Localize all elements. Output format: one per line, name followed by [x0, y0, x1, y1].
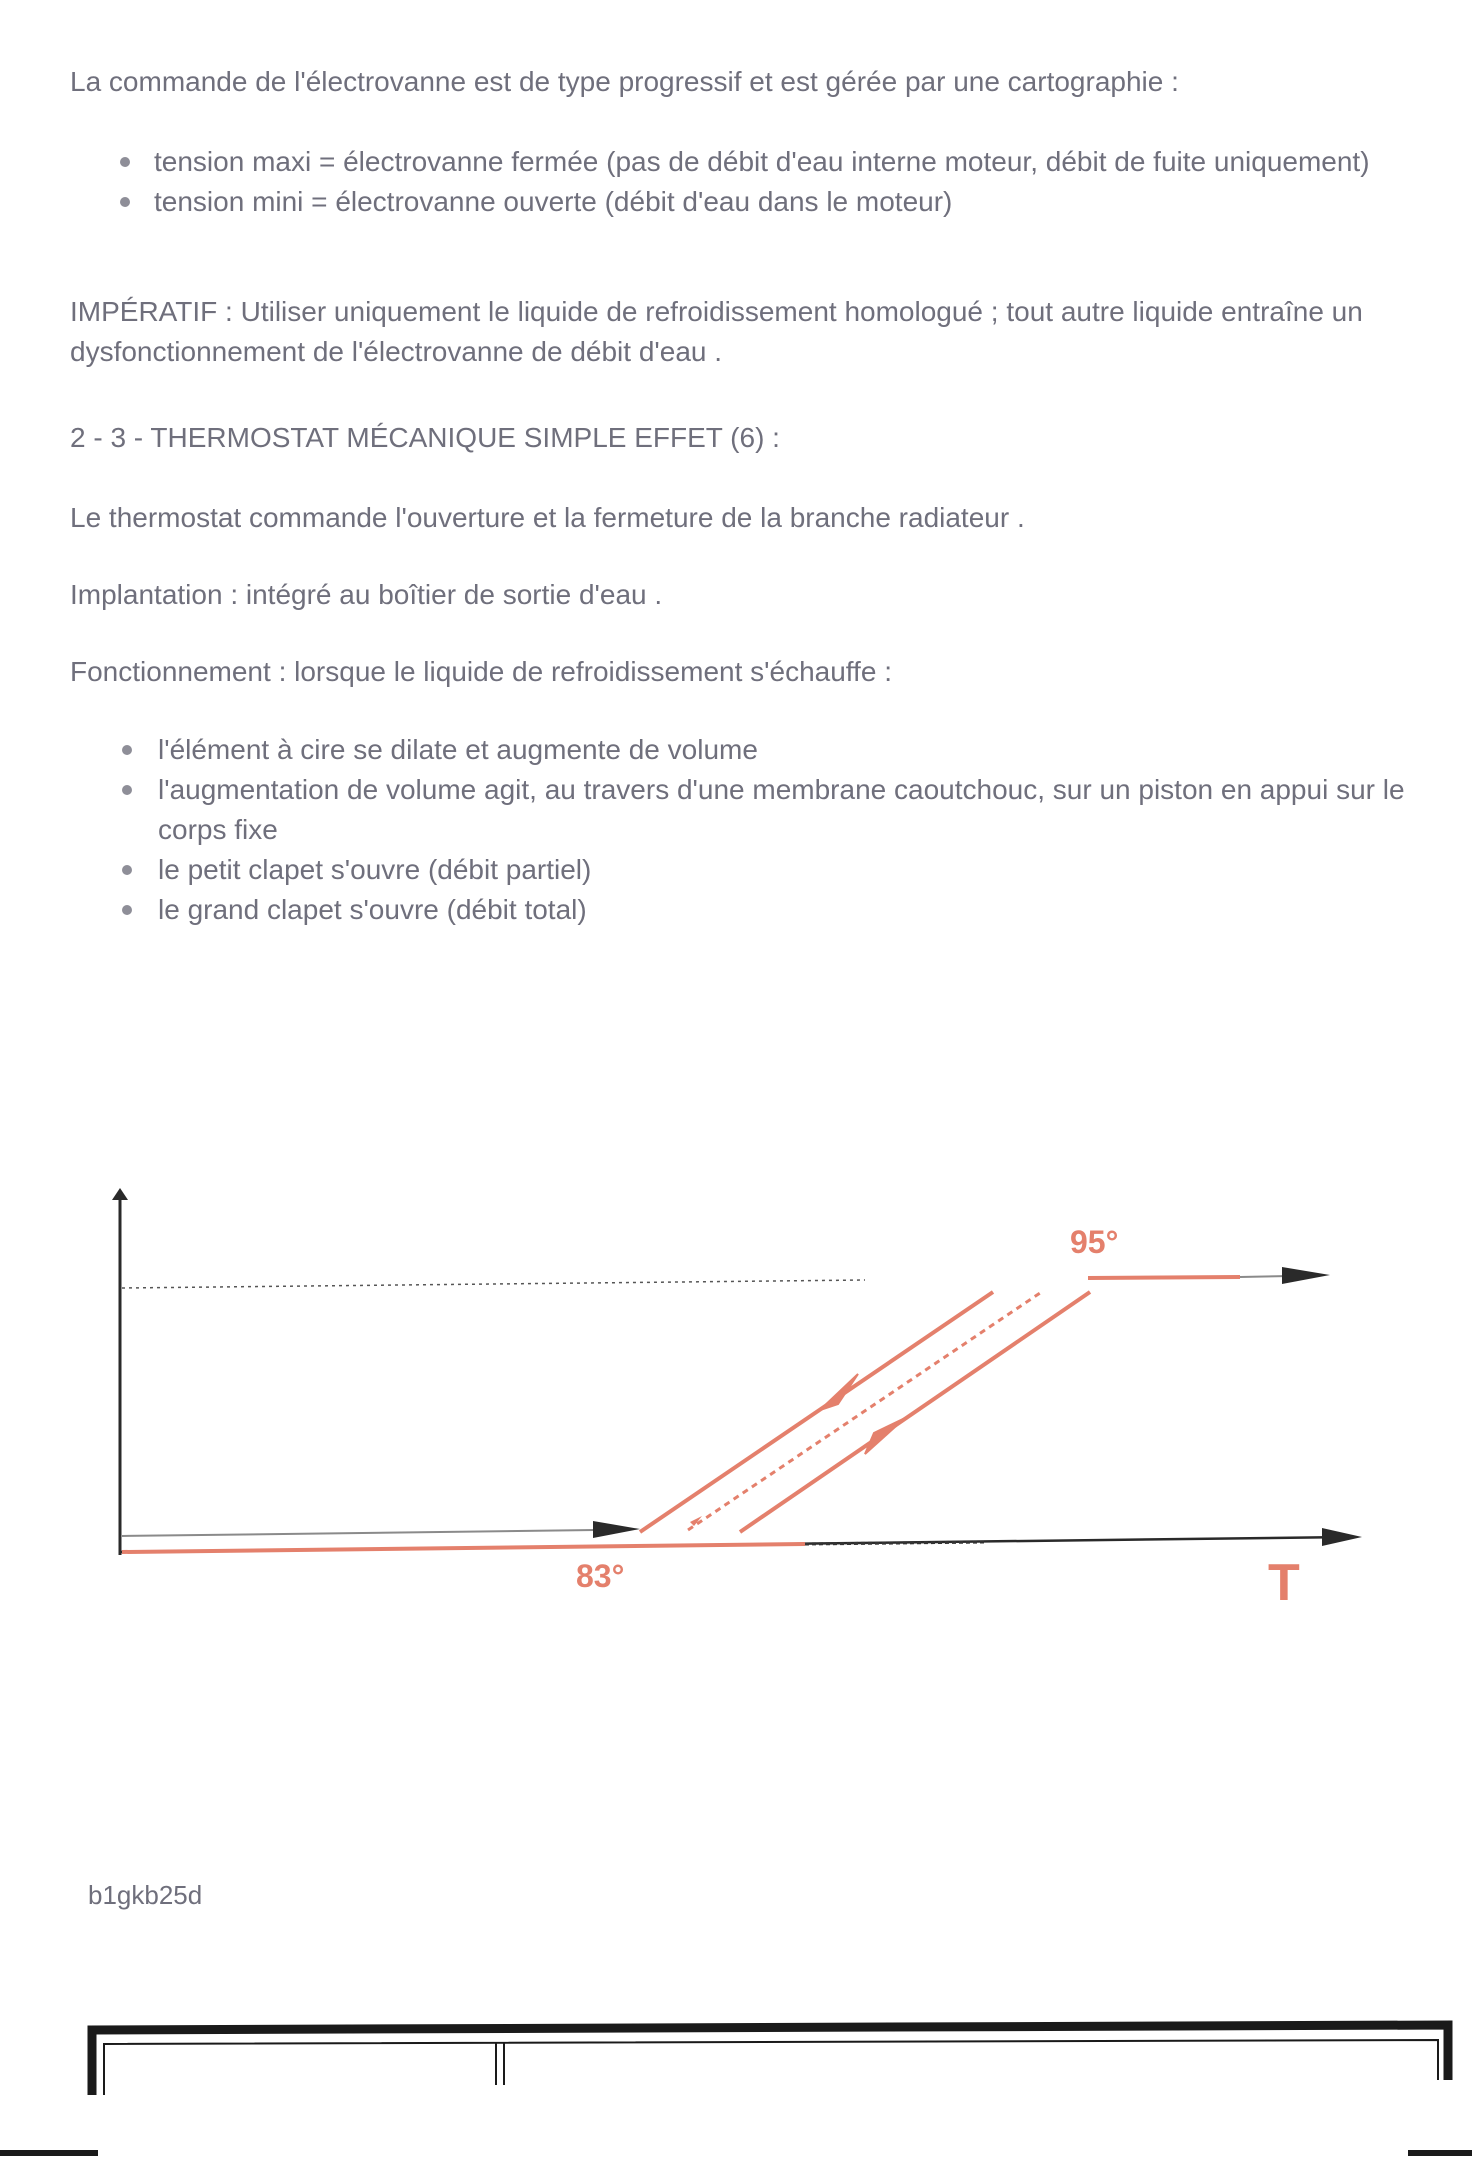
bottom-right-strip: [1408, 2150, 1472, 2156]
list-item: [0, 850, 1408, 890]
footer-frame-outer: [92, 2025, 1448, 2095]
label-83-degrees: 83°: [576, 1558, 625, 1594]
list-item-text: tension mini = électrovanne ouverte (débit d'eau dans le moteur): [154, 186, 953, 217]
temperature-axis-label: T: [1268, 1554, 1300, 1612]
heating-ramp-line: [740, 1292, 1090, 1532]
fonctionnement-bullet-list: [0, 730, 1472, 930]
cooling-arrow-icon: [820, 1374, 858, 1410]
imperatif-paragraph: IMPÉRATIF : Utiliser uniquement le liquide de refroidissement homologué ; tout autre liquide entraîne un dysfonctionnement de l'électrovanne de débit d'eau .: [70, 296, 1363, 367]
y-axis-arrow-icon: [112, 1188, 128, 1200]
bottom-left-strip: [0, 2150, 98, 2156]
list-item-text: l'élément à cire se dilate et augmente de volume: [158, 734, 758, 765]
heating-approach-line: [122, 1530, 595, 1536]
list-item: [0, 142, 1404, 182]
bullet-icon: [122, 865, 132, 875]
section-title: 2 - 3 - THERMOSTAT MÉCANIQUE SIMPLE EFFET (6) :: [70, 422, 780, 453]
list-item-text: le petit clapet s'ouvre (débit partiel): [158, 854, 592, 885]
thermostat-paragraph: Le thermostat commande l'ouverture et la fermeture de la branche radiateur .: [70, 502, 1025, 533]
label-95-degrees: 95°: [1070, 1224, 1119, 1260]
reference-code: b1gkb25d: [88, 1880, 203, 1910]
list-item-text: le grand clapet s'ouvre (débit total): [158, 894, 587, 925]
x-axis-arrow-icon: [1322, 1528, 1362, 1546]
partial-opening-ramp-line: [688, 1293, 1040, 1530]
bullet-icon: [120, 157, 130, 167]
open-state-arrow-icon: [1282, 1267, 1330, 1284]
electrovanne-bullet-list: [0, 142, 1472, 222]
list-item-text: tension maxi = électrovanne fermée (pas de débit d'eau interne moteur, débit de fuite uniquement): [154, 146, 1370, 177]
max-flow-reference-line: [122, 1280, 865, 1288]
heating-arrow-icon: [865, 1418, 905, 1454]
bullet-icon: [120, 197, 130, 207]
list-item: [0, 890, 1408, 930]
footer-frame-inner: [104, 2040, 1438, 2095]
bullet-icon: [122, 745, 132, 755]
list-item-text: l'augmentation de volume agit, au travers d'une membrane caoutchouc, sur un piston en appui sur le corps fixe: [158, 774, 1405, 845]
footer-frame: [0, 2010, 1472, 2150]
closed-state-line: [122, 1544, 805, 1552]
cooling-ramp-line: [640, 1292, 993, 1532]
open-state-line: [1088, 1277, 1240, 1278]
intro-paragraph: La commande de l'électrovanne est de type progressif et est gérée par une cartographie :: [70, 66, 1179, 97]
list-item: [0, 770, 1408, 850]
implantation-paragraph: Implantation : intégré au boîtier de sortie d'eau .: [70, 579, 663, 610]
list-item: [0, 730, 1408, 770]
heating-approach-arrow-icon: [593, 1521, 640, 1538]
fonctionnement-paragraph: Fonctionnement : lorsque le liquide de refroidissement s'échauffe :: [70, 656, 892, 687]
bullet-icon: [122, 905, 132, 915]
bullet-icon: [122, 785, 132, 795]
list-item: [0, 182, 1404, 222]
thermostat-diagram: [0, 1150, 1472, 1650]
